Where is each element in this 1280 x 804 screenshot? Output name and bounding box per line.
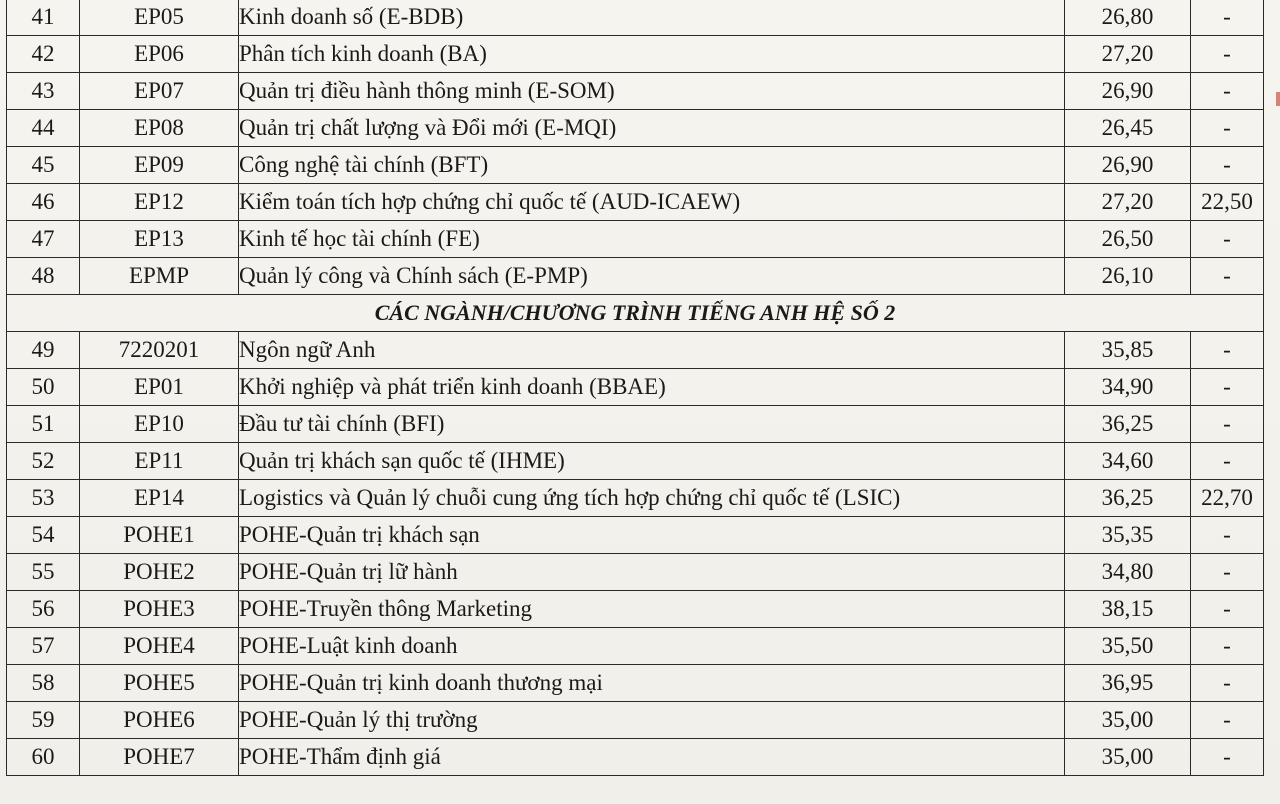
table-row — [7, 369, 1264, 406]
score-cell: 27,20 — [1065, 36, 1191, 73]
table-row — [7, 406, 1264, 443]
program-name-cell: Quản lý công và Chính sách (E-PMP) — [239, 258, 1065, 295]
row-number-cell: 41 — [7, 0, 80, 36]
program-name-cell: Quản trị điều hành thông minh (E-SOM) — [239, 73, 1065, 110]
table-row — [7, 739, 1264, 776]
program-name-cell: POHE-Luật kinh doanh — [239, 628, 1065, 665]
section-title: CÁC NGÀNH/CHƯƠNG TRÌNH TIẾNG ANH HỆ SỐ 2 — [7, 295, 1264, 332]
admission-score-table — [6, 0, 1264, 776]
score-cell: 27,20 — [1065, 184, 1191, 221]
secondary-score-cell: - — [1191, 591, 1264, 628]
table-row — [7, 480, 1264, 517]
row-number-cell: 57 — [7, 628, 80, 665]
score-cell: 26,45 — [1065, 110, 1191, 147]
score-cell: 26,90 — [1065, 147, 1191, 184]
secondary-score-cell: - — [1191, 443, 1264, 480]
program-name-cell: Quản trị khách sạn quốc tế (IHME) — [239, 443, 1065, 480]
program-code-cell: EP06 — [80, 36, 239, 73]
program-name-cell: POHE-Truyền thông Marketing — [239, 591, 1065, 628]
program-name-cell: Đầu tư tài chính (BFI) — [239, 406, 1065, 443]
table-row — [7, 554, 1264, 591]
score-cell: 36,95 — [1065, 665, 1191, 702]
program-code-cell: 7220201 — [80, 332, 239, 369]
program-name-cell: Kinh tế học tài chính (FE) — [239, 221, 1065, 258]
score-cell: 26,80 — [1065, 0, 1191, 36]
score-cell: 26,90 — [1065, 73, 1191, 110]
row-number-cell: 60 — [7, 739, 80, 776]
score-cell: 34,80 — [1065, 554, 1191, 591]
score-cell: 38,15 — [1065, 591, 1191, 628]
secondary-score-cell: 22,50 — [1191, 184, 1264, 221]
score-cell: 35,50 — [1065, 628, 1191, 665]
secondary-score-cell: - — [1191, 628, 1264, 665]
secondary-score-cell: - — [1191, 73, 1264, 110]
table-row — [7, 517, 1264, 554]
secondary-score-cell: - — [1191, 517, 1264, 554]
program-code-cell: EP05 — [80, 0, 239, 36]
program-name-cell: Quản trị chất lượng và Đổi mới (E-MQI) — [239, 110, 1065, 147]
secondary-score-cell: - — [1191, 258, 1264, 295]
table-row — [7, 591, 1264, 628]
program-code-cell: EP08 — [80, 110, 239, 147]
row-number-cell: 48 — [7, 258, 80, 295]
secondary-score-cell: - — [1191, 110, 1264, 147]
program-name-cell: Ngôn ngữ Anh — [239, 332, 1065, 369]
program-name-cell: POHE-Quản trị khách sạn — [239, 517, 1065, 554]
program-code-cell: EP10 — [80, 406, 239, 443]
score-cell: 26,10 — [1065, 258, 1191, 295]
row-number-cell: 44 — [7, 110, 80, 147]
program-code-cell: EP09 — [80, 147, 239, 184]
secondary-score-cell: - — [1191, 221, 1264, 258]
row-number-cell: 52 — [7, 443, 80, 480]
secondary-score-cell: - — [1191, 665, 1264, 702]
row-number-cell: 42 — [7, 36, 80, 73]
score-cell: 35,35 — [1065, 517, 1191, 554]
program-code-cell: POHE4 — [80, 628, 239, 665]
table-row — [7, 665, 1264, 702]
program-name-cell: Khởi nghiệp và phát triển kinh doanh (BBAE) — [239, 369, 1065, 406]
program-code-cell: EP01 — [80, 369, 239, 406]
table-row — [7, 73, 1264, 110]
secondary-score-cell: - — [1191, 0, 1264, 36]
program-name-cell: Kinh doanh số (E-BDB) — [239, 0, 1065, 36]
program-name-cell: POHE-Quản trị kinh doanh thương mại — [239, 665, 1065, 702]
secondary-score-cell: - — [1191, 369, 1264, 406]
program-code-cell: POHE2 — [80, 554, 239, 591]
table-row — [7, 443, 1264, 480]
program-code-cell: POHE5 — [80, 665, 239, 702]
score-cell: 35,85 — [1065, 332, 1191, 369]
secondary-score-cell: - — [1191, 36, 1264, 73]
table-row — [7, 258, 1264, 295]
row-number-cell: 50 — [7, 369, 80, 406]
program-name-cell: POHE-Quản trị lữ hành — [239, 554, 1065, 591]
secondary-score-cell: - — [1191, 147, 1264, 184]
row-number-cell: 51 — [7, 406, 80, 443]
program-code-cell: EP13 — [80, 221, 239, 258]
program-code-cell: EPMP — [80, 258, 239, 295]
secondary-score-cell: 22,70 — [1191, 480, 1264, 517]
row-number-cell: 55 — [7, 554, 80, 591]
program-name-cell: Phân tích kinh doanh (BA) — [239, 36, 1065, 73]
program-code-cell: POHE7 — [80, 739, 239, 776]
table-row — [7, 36, 1264, 73]
table-row — [7, 184, 1264, 221]
table-row — [7, 147, 1264, 184]
table-row — [7, 628, 1264, 665]
row-number-cell: 43 — [7, 73, 80, 110]
row-number-cell: 46 — [7, 184, 80, 221]
table-row — [7, 702, 1264, 739]
program-code-cell: POHE6 — [80, 702, 239, 739]
score-cell: 35,00 — [1065, 702, 1191, 739]
table-row — [7, 110, 1264, 147]
row-number-cell: 49 — [7, 332, 80, 369]
score-cell: 35,00 — [1065, 739, 1191, 776]
program-name-cell: Kiểm toán tích hợp chứng chỉ quốc tế (AUD-ICAEW) — [239, 184, 1065, 221]
row-number-cell: 58 — [7, 665, 80, 702]
row-number-cell: 59 — [7, 702, 80, 739]
row-number-cell: 47 — [7, 221, 80, 258]
program-code-cell: EP07 — [80, 73, 239, 110]
page-edge-mark — [1276, 92, 1280, 106]
table-row — [7, 221, 1264, 258]
row-number-cell: 54 — [7, 517, 80, 554]
score-cell: 26,50 — [1065, 221, 1191, 258]
program-name-cell: Logistics và Quản lý chuỗi cung ứng tích hợp chứng chỉ quốc tế (LSIC) — [239, 480, 1065, 517]
row-number-cell: 56 — [7, 591, 80, 628]
program-code-cell: EP12 — [80, 184, 239, 221]
score-cell: 36,25 — [1065, 406, 1191, 443]
secondary-score-cell: - — [1191, 332, 1264, 369]
table-row — [7, 332, 1264, 369]
score-cell: 34,90 — [1065, 369, 1191, 406]
score-cell: 36,25 — [1065, 480, 1191, 517]
program-code-cell: EP14 — [80, 480, 239, 517]
program-name-cell: POHE-Quản lý thị trường — [239, 702, 1065, 739]
secondary-score-cell: - — [1191, 406, 1264, 443]
secondary-score-cell: - — [1191, 739, 1264, 776]
program-code-cell: EP11 — [80, 443, 239, 480]
program-code-cell: POHE3 — [80, 591, 239, 628]
section-header-row — [7, 295, 1264, 332]
program-name-cell: POHE-Thẩm định giá — [239, 739, 1065, 776]
row-number-cell: 45 — [7, 147, 80, 184]
row-number-cell: 53 — [7, 480, 80, 517]
secondary-score-cell: - — [1191, 702, 1264, 739]
table-row — [7, 0, 1264, 36]
score-table-body — [7, 0, 1264, 776]
program-code-cell: POHE1 — [80, 517, 239, 554]
score-cell: 34,60 — [1065, 443, 1191, 480]
program-name-cell: Công nghệ tài chính (BFT) — [239, 147, 1065, 184]
secondary-score-cell: - — [1191, 554, 1264, 591]
